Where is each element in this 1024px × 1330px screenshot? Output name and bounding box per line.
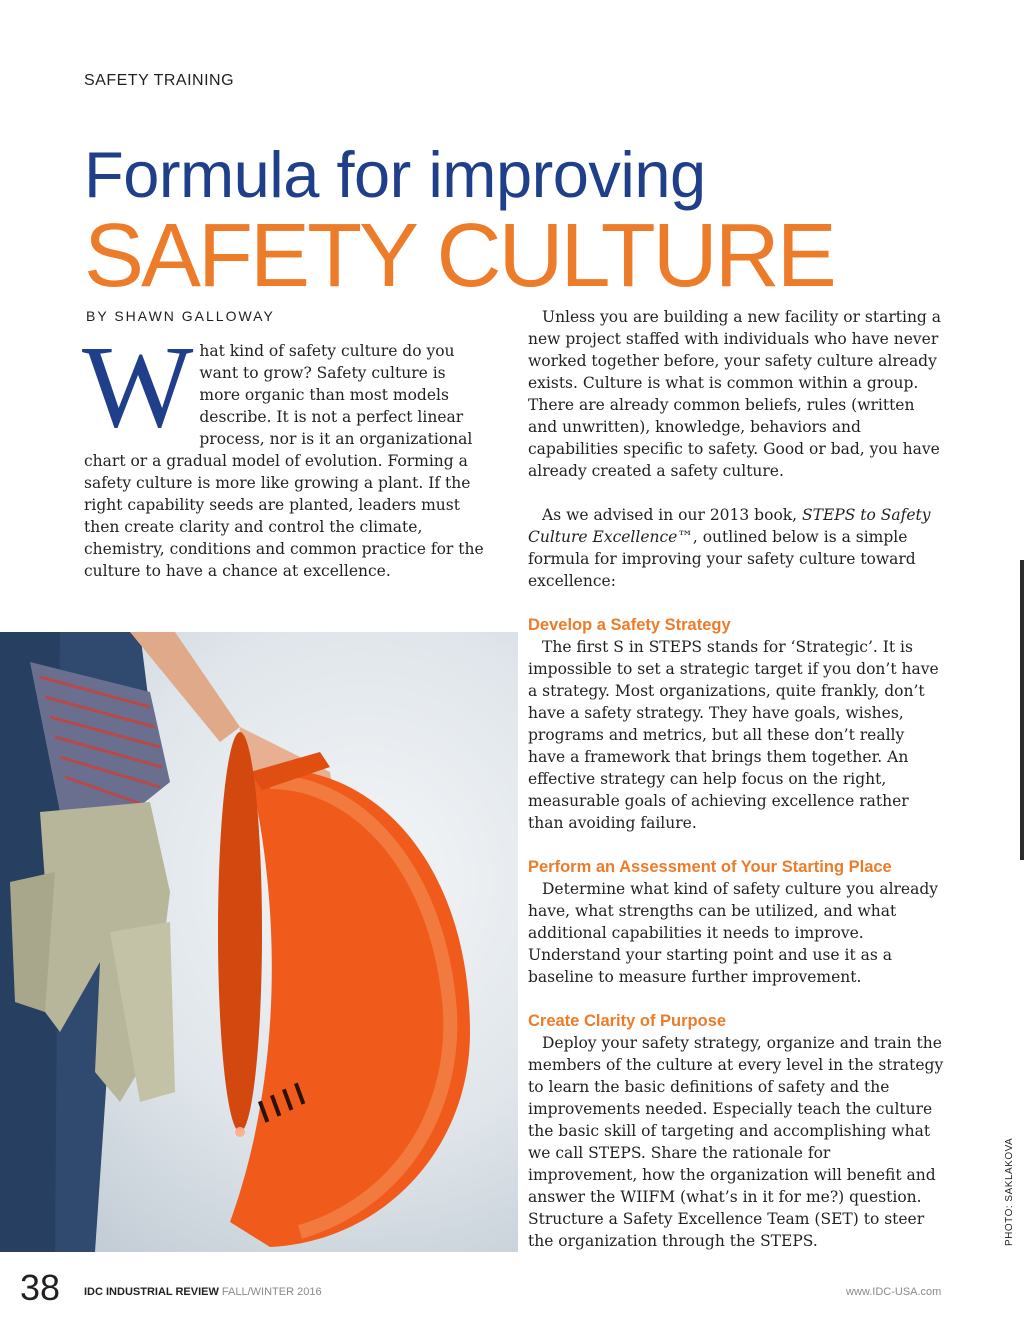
page-number: 38 [20,1267,61,1308]
article-title-emphasis: SAFETY CULTURE [84,206,834,306]
body-paragraph: Unless you are building a new facility or starting a new project staffed with individuals who have never worked together before, your safety culture already exists. Culture is what is common within a group. There are already common beliefs, rules (written and unwritten), knowledge, behaviors and capabilities specific to safety. Good or bad, you have already created a safety culture. [528,308,942,480]
section-body: The first S in STEPS stands for ‘Strategic’. It is impossible to set a strategic target if you don’t have a strategy. Most organizations, quite frankly, don’t have a safety strategy. They have goals, wishes, programs and metrics, but all these don’t really have a framework that brings them together. An effective strategy can help focus on the right, measurable goals of achieving excellence rather than avoiding failure. [528,638,939,832]
intro-paragraph: hat kind of safety culture do you want to grow? Safety culture is more organic than most models describe. It is not a perfect linear process, nor is it an organizational chart or a gradual model of evolution. Forming a safety culture is more like growing a plant. If the right capability seeds are planted, leaders must then create clarity and control the climate, chemistry, conditions and common practice for the culture to have a chance at excellence. [84,342,484,580]
publication-name [84,1286,322,1298]
byline: BY SHAWN GALLOWAY [86,308,275,324]
section-heading: Create Clarity of Purpose [528,1012,727,1030]
article-title: Formula for improving [84,138,706,211]
page-edge-bar [1020,560,1024,860]
section-heading: Develop a Safety Strategy [528,616,731,634]
book-title: STEPS to Safety Culture Excellence [528,506,931,546]
drop-cap: W [82,321,194,452]
hard-hat-and-gloves-icon [0,632,518,1252]
body-text: As we advised in our 2013 book, [542,506,803,524]
publication-title: IDC INDUSTRIAL REVIEW [84,1286,219,1298]
section-body: Determine what kind of safety culture you already have, what strengths can be utilized, and what additional capabilities it needs to improve. Understand your starting point and use it as a baseline to measure further improvement. [528,880,939,986]
right-column [528,306,944,1252]
section-heading: Perform an Assessment of Your Starting Place [528,858,892,876]
hard-hat-photo [0,632,518,1252]
issue-label: FALL/WINTER 2016 [218,1286,322,1298]
section-body: Deploy your safety strategy, organize and train the members of the culture at every level in the strategy to learn the basic definitions of safety and the improvements needed. Especially teach the culture the basic skill of targeting and accomplishing what we call STEPS. Share the rationale for improvement, how the organization will benefit and answer the WIIFM (what’s in it for me?) question. Structure a Safety Excellence Team (SET) to steer the organization through the STEPS. [528,1034,944,1250]
left-column [82,321,484,582]
photo-credit: PHOTO: SAKLAKOVA [1004,1137,1015,1246]
website-url[interactable]: www.IDC-USA.com [846,1286,942,1298]
body-paragraph [528,504,944,592]
body-text: ™, outlined below is a simple formula for improving your safety culture toward excellence: [528,528,916,590]
section-label: SAFETY TRAINING [84,72,235,89]
